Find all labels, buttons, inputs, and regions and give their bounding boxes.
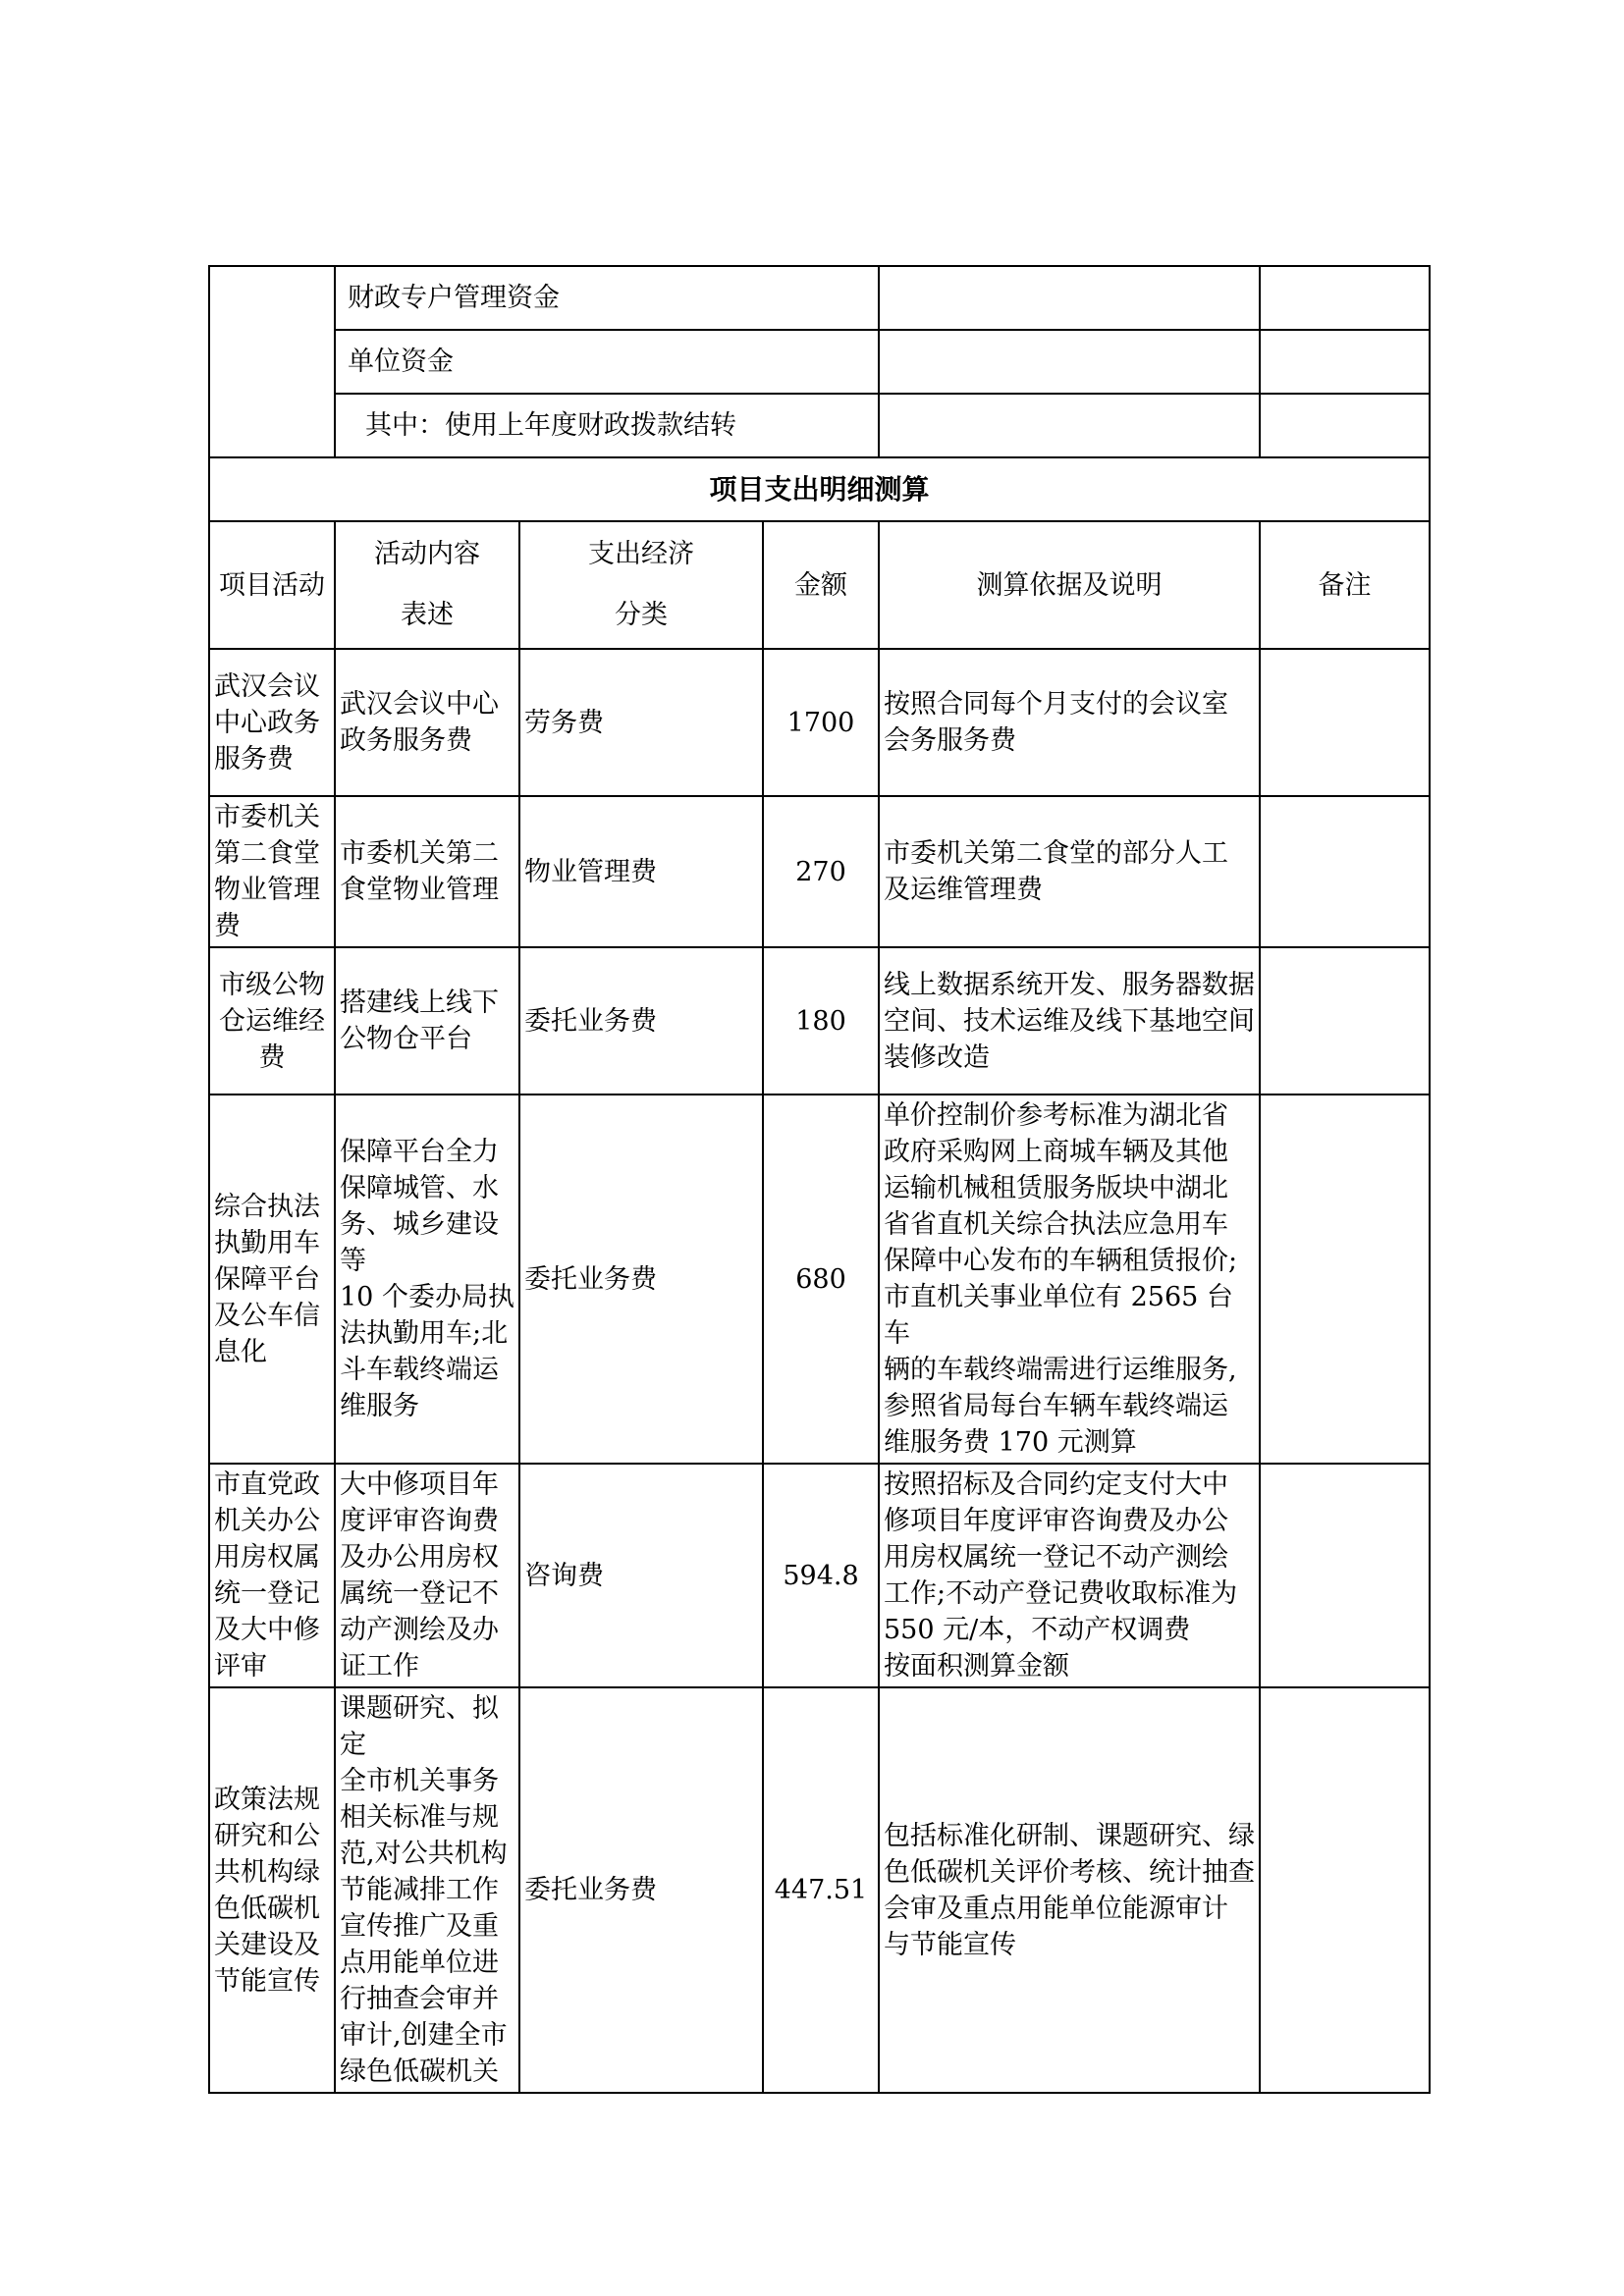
cell-amount: 447.51 [763,1687,879,2093]
cell-economic: 劳务费 [519,649,763,796]
cell-remark [1260,947,1430,1095]
cell-amount: 1700 [763,649,879,796]
cell-amount: 594.8 [763,1464,879,1687]
cell-remark [1260,1687,1430,2093]
funding-spacer [879,330,1260,394]
funding-label: 财政专户管理资金 [335,266,879,330]
funding-label: 单位资金 [335,330,879,394]
section-title: 项目支出明细测算 [209,457,1430,521]
section-title-row [209,457,1430,521]
funding-spacer [879,266,1260,330]
header-economic: 支出经济 分类 [519,521,763,649]
cell-economic: 咨询费 [519,1464,763,1687]
cell-activity: 市直党政 机关办公 用房权属 统一登记 及大中修 评审 [209,1464,335,1687]
cell-economic: 委托业务费 [519,1095,763,1464]
cell-remark [1260,796,1430,947]
cell-basis: 包括标准化研制、课题研究、绿 色低碳机关评价考核、统计抽查 会审及重点用能单位能源审计 与节能宣传 [879,1687,1260,2093]
funding-row [209,266,1430,330]
funding-value [1260,266,1430,330]
budget-detail-table [208,265,1431,2094]
funding-row [209,330,1430,394]
cell-activity: 政策法规 研究和公 共机构绿 色低碳机 关建设及 节能宣传 [209,1687,335,2093]
cell-activity: 市委机关 第二食堂 物业管理 费 [209,796,335,947]
cell-content: 搭建线上线下 公物仓平台 [335,947,519,1095]
header-basis: 测算依据及说明 [879,521,1260,649]
funding-blank-cell [209,266,335,457]
funding-value [1260,394,1430,457]
header-content: 活动内容 表述 [335,521,519,649]
cell-amount: 270 [763,796,879,947]
cell-basis: 按照招标及合同约定支付大中 修项目年度评审咨询费及办公 用房权属统一登记不动产测绘 工作;不动产登记费收取标准为 550 元/本，不动产权调费 按面积测算金额 [879,1464,1260,1687]
table-row [209,649,1430,796]
header-amount: 金额 [763,521,879,649]
cell-activity: 市级公物 仓运维经 费 [209,947,335,1095]
cell-content: 武汉会议中心 政务服务费 [335,649,519,796]
cell-amount: 680 [763,1095,879,1464]
cell-basis: 单价控制价参考标准为湖北省 政府采购网上商城车辆及其他 运输机械租赁服务版块中湖北 省省直机关综合执法应急用车 保障中心发布的车辆租赁报价; 市直机关事业单位有 2565 台车 辆的车载终端需进行运维服务, 参照省局每台车辆车载终端运 维服务费 170 元测算 [879,1095,1260,1464]
table-row [209,1464,1430,1687]
cell-economic: 委托业务费 [519,1687,763,2093]
cell-basis: 按照合同每个月支付的会议室 会务服务费 [879,649,1260,796]
funding-row [209,394,1430,457]
cell-content: 保障平台全力 保障城管、水 务、城乡建设等 10 个委办局执 法执勤用车;北 斗车载终端运 维服务 [335,1095,519,1464]
cell-remark [1260,1464,1430,1687]
table-row [209,947,1430,1095]
cell-content: 课题研究、拟定 全市机关事务 相关标准与规 范,对公共机构 节能减排工作 宣传推广及重 点用能单位进 行抽查会审并 审计,创建全市 绿色低碳机关 [335,1687,519,2093]
cell-economic: 物业管理费 [519,796,763,947]
header-remark: 备注 [1260,521,1430,649]
cell-remark [1260,1095,1430,1464]
header-activity: 项目活动 [209,521,335,649]
table-row [209,1095,1430,1464]
cell-activity: 武汉会议 中心政务 服务费 [209,649,335,796]
cell-amount: 180 [763,947,879,1095]
cell-content: 大中修项目年 度评审咨询费 及办公用房权 属统一登记不 动产测绘及办 证工作 [335,1464,519,1687]
cell-remark [1260,649,1430,796]
cell-activity: 综合执法 执勤用车 保障平台 及公车信 息化 [209,1095,335,1464]
funding-value [1260,330,1430,394]
header-row [209,521,1430,649]
funding-spacer [879,394,1260,457]
cell-content: 市委机关第二 食堂物业管理 [335,796,519,947]
cell-basis: 线上数据系统开发、服务器数据 空间、技术运维及线下基地空间 装修改造 [879,947,1260,1095]
cell-economic: 委托业务费 [519,947,763,1095]
cell-basis: 市委机关第二食堂的部分人工 及运维管理费 [879,796,1260,947]
table-row [209,796,1430,947]
funding-label: 其中：使用上年度财政拨款结转 [335,394,879,457]
table-row [209,1687,1430,2093]
